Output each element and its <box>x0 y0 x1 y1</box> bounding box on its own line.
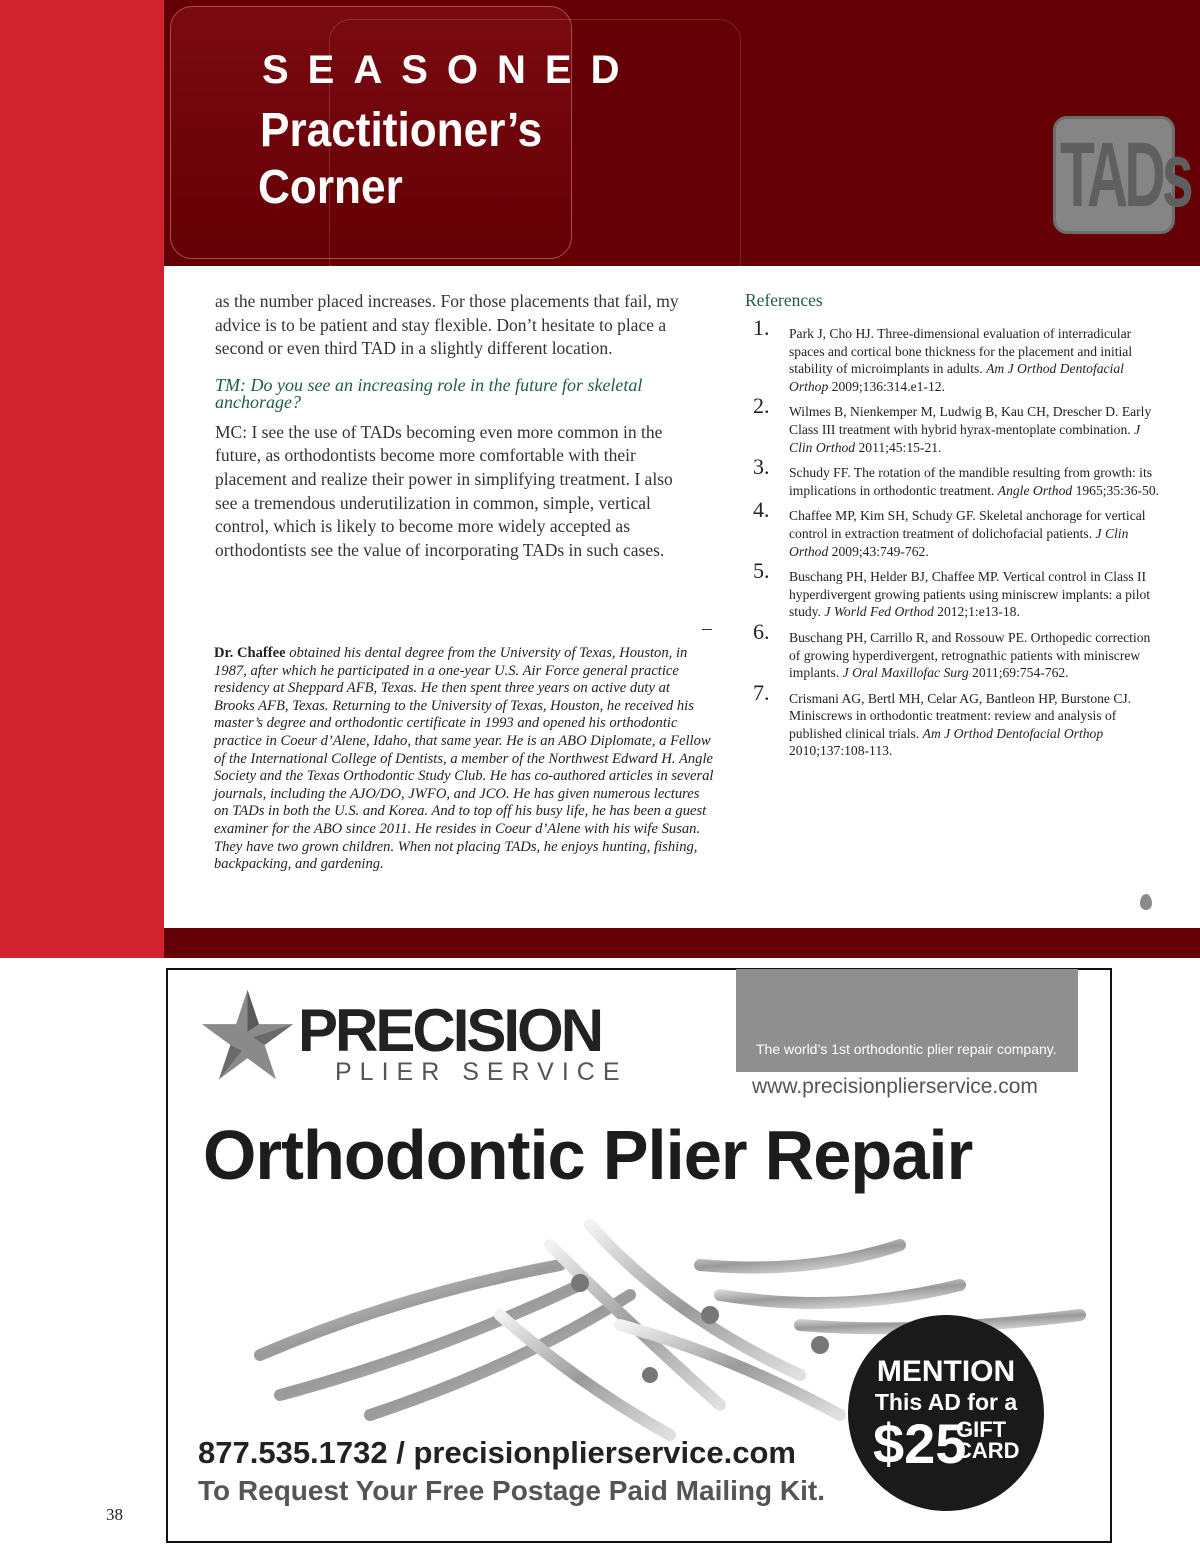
references <box>745 290 1160 768</box>
reference-number: 7. <box>753 679 770 705</box>
reference-text: Schudy FF. The rotation of the mandible resulting from growth: its implications in orthodontic treatment. <box>789 465 1153 498</box>
reference-citation: 2009;136:314.e1-12. <box>828 378 945 394</box>
brand-name: PRECISION <box>298 997 602 1064</box>
reference-item <box>745 315 1160 395</box>
reference-item <box>745 454 1160 499</box>
badge-line-1: MENTION <box>876 1355 1016 1388</box>
reference-number: 6. <box>753 618 770 644</box>
tagline-box <box>736 969 1078 1072</box>
reference-number: 2. <box>753 393 770 419</box>
reference-number: 4. <box>753 497 770 523</box>
reference-citation: 2009;43:749-762. <box>828 543 929 559</box>
reference-number: 3. <box>753 454 770 480</box>
reference-text: Crismani AG, Bertl MH, Celar AG, Bantleon HP, Burstone CJ. Miniscrews in orthodontic treatment: review and analysis of published clinical trials. <box>789 690 1132 741</box>
badge-gift: GIFT <box>956 1417 1007 1442</box>
tads-badge-label: TADs <box>1060 124 1190 226</box>
reference-citation: 2011;45:15-21. <box>855 439 942 455</box>
badge-amount: $25 <box>873 1412 967 1475</box>
reference-text: Buschang PH, Helder BJ, Chaffee MP. Vertical control in Class II hyperdivergent growing patients using miniscrew implants: a pilot study. <box>789 569 1151 620</box>
article-column <box>215 290 695 562</box>
reference-number: 5. <box>753 558 770 584</box>
reference-item <box>745 618 1160 682</box>
ad-call-to-action: To Request Your Free Postage Paid Mailing Kit. <box>198 1475 825 1506</box>
tads-badge <box>1053 116 1190 234</box>
article-paragraph-1: as the number placed increases. For those placements that fail, my advice is to be patient and stay flexible. Don’t hesitate to place a second or even third TAD in a slightly different location. <box>215 291 679 359</box>
ad-phone-url[interactable]: 877.535.1732 / precisionplierservice.com <box>198 1435 796 1470</box>
reference-text: Chaffee MP, Kim SH, Schudy GF. Skeletal anchorage for vertical control in extraction treatment of dolichofacial patients. <box>789 508 1146 541</box>
seasoned-label: SEASONED <box>262 48 639 92</box>
reference-journal: J World Fed Orthod <box>824 604 934 620</box>
reference-number: 1. <box>753 315 770 340</box>
reference-citation: 2012;1:e13-18. <box>933 604 1020 620</box>
badge-line-2: This AD for a <box>874 1389 1018 1415</box>
reference-list <box>745 315 1160 760</box>
title-line-2: Corner <box>258 161 403 214</box>
reference-journal: J Oral Maxillofac Surg <box>842 665 969 681</box>
star-logo-icon <box>200 988 295 1083</box>
badge-card: CARD <box>956 1438 1020 1463</box>
reference-journal: Am J Orthod Dentofacial Orthop <box>789 361 1124 394</box>
reference-journal: J Clin Orthod <box>789 421 1141 455</box>
reference-journal: Angle Orthod <box>997 482 1073 498</box>
brand-subtitle: PLIER SERVICE <box>335 1058 628 1086</box>
bio-text: obtained his dental degree from the University of Texas, Houston, in 1987, after which he participated in a one-year U.S. Air Force general practice residency at Sheppard AFB, Texas. He then spent three years on active duty at Brooks AFB, Texas. Returning to the University of Texas, Houston, he received his master’s degree and orthodontic certificate in 1993 and opened his orthodontic practice in Coeur d’Alene, Idaho, that same year. He is an ABO Diplomate, a Fellow of the International College of Dentists, a member of the Northwest Edward H. Angle Society and the Texas Orthodontic Study Club. He has co-authored articles in several journals, including the AJO/DO, JWFO, and JCO. He has given numerous lectures on TADs in both the U.S. and Korea. And to top off his busy life, he has been a guest examiner for the ABO since 2011. He resides in Coeur d’Alene with his wife Susan. They have two grown children. When not placing TADs, he enjoys hunting, fishing, backpacking, and gardening. <box>214 645 714 873</box>
reference-citation: 2010;137:108-113. <box>789 743 893 759</box>
ad-headline: Orthodontic Plier Repair <box>203 1116 973 1194</box>
gift-card-badge <box>848 1315 1044 1511</box>
reference-journal: Am J Orthod Dentofacial Orthop <box>922 725 1104 741</box>
reference-text: Wilmes B, Nienkemper M, Ludwig B, Kau CH, Drescher D. Early Class III treatment with hybrid hyrax-mentoplate combination. <box>789 404 1152 437</box>
page-number: 38 <box>106 1505 123 1524</box>
reference-text: Buschang PH, Carrillo R, and Rossouw PE. Orthopedic correction of growing hyperdivergent, retrognathic patients with miniscrew implants. <box>789 629 1151 681</box>
reference-journal: J Clin Orthod <box>789 525 1129 559</box>
interview-question: TM: Do you see an increasing role in the future for skeletal anchorage? <box>215 374 643 412</box>
drop-icon <box>1140 894 1152 910</box>
reference-item <box>745 393 1160 456</box>
reference-item <box>745 497 1160 560</box>
reference-item <box>745 558 1160 621</box>
reference-citation: 1965;35:36-50. <box>1072 482 1160 498</box>
ad-url-link[interactable]: www.precisionplierservice.com <box>752 1075 1038 1098</box>
title-line-1: Practitioner’s <box>260 104 543 157</box>
left-red-bar <box>0 0 164 958</box>
badge-gift-card <box>956 1419 1020 1461</box>
divider <box>702 629 712 630</box>
reference-text: Park J, Cho HJ. Three-dimensional evaluation of interradicular spaces and cortical bone thickness for the placement and initial stability of microimplants in adults. <box>789 326 1133 377</box>
reference-item <box>745 679 1160 760</box>
tagline: The world’s 1st orthodontic plier repair company. <box>756 1041 1057 1057</box>
bio-name: Dr. Chaffee <box>214 645 286 661</box>
footer-band <box>164 928 1200 958</box>
reference-citation: 2011;69:754-762. <box>968 665 1069 681</box>
author-bio <box>214 645 714 874</box>
references-heading: References <box>745 290 823 310</box>
interview-answer: MC: I see the use of TADs becoming even more common in the future, as orthodontists become more comfortable with their placement and realize their power in simplifying treatment. I also see a tremendous underutilization in common, simple, vertical control, which is likely to become more widely accepted as orthodontists see the value of incorporating TADs in such cases. <box>215 421 673 560</box>
